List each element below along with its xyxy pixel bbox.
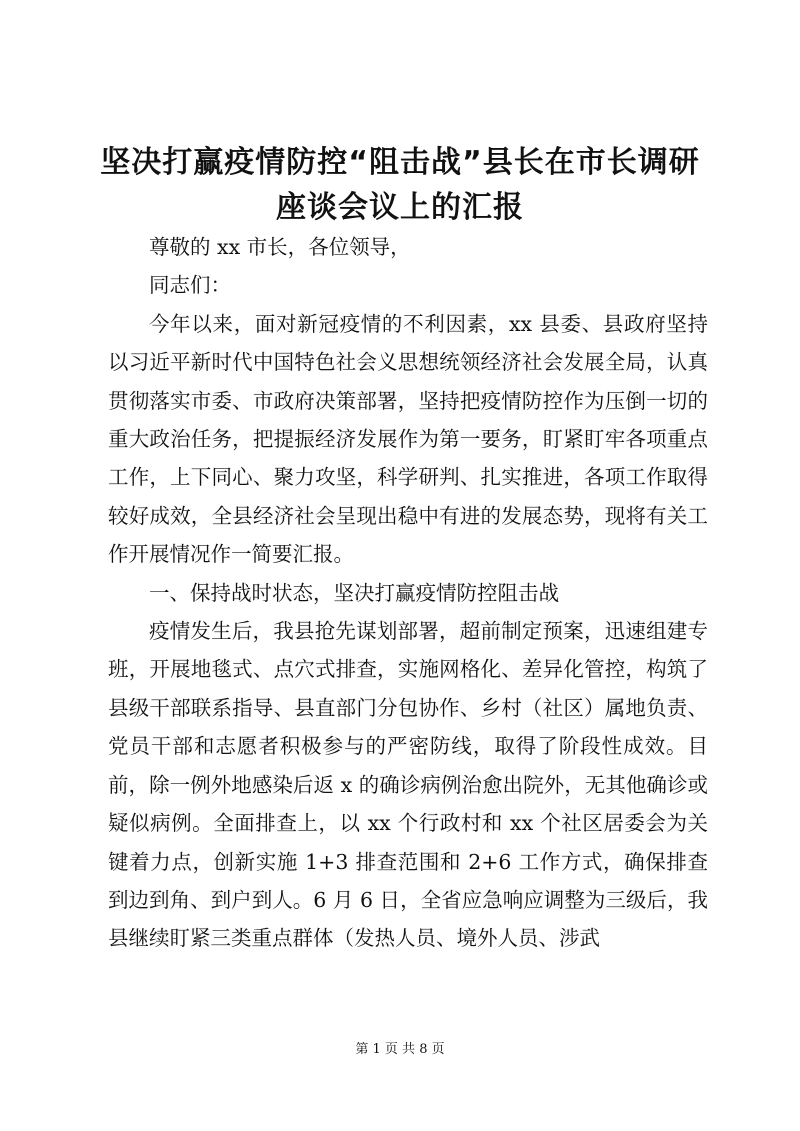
title-line-1: 坚决打赢疫情防控“阻击战”县长在市长调研 (100, 145, 700, 180)
greeting: 同志们： (149, 273, 231, 298)
page-footer: 第 1 页 共 8 页 (355, 1042, 445, 1057)
paragraph-section-1: 疫情发生后，我县抢先谋划部署，超前制定预案，迅速组建专班，开展地毯式、点穴式排查，实施网格化、差异化管控，构筑了县级干部联系指导、县直部门分包协作、乡村（社区）属地负责、党员干部和志愿者积极参与的严密防线，取得了阶段性成效。目前，除一例外地感染后返 x 的确诊病例治愈出院外，无其他确诊或疑似病例。全面排查上，以 xx 个行政村和 xx 个社区居委会为关键着力点，创新实施 1+3 排查范围和 2+6 工作方式，确保排查到边到角、到户到人。6 月 6 日，全省应急响应调整为三级后，我县继续盯紧三类重点群体（发热人员、境外人员、涉武 (108, 619, 708, 951)
document-title (100, 140, 700, 230)
section-heading-1: 一、保持战时状态，坚决打赢疫情防控阻击战 (149, 580, 559, 605)
document-body (108, 228, 708, 958)
paragraph-intro: 今年以来，面对新冠疫情的不利因素，xx 县委、县政府坚持以习近平新时代中国特色社会义思想统领经济社会发展全局，认真贯彻落实市委、市政府决策部署，坚持把疫情防控作为压倒一切的重大政治任务，把提振经济发展作为第一要务，盯紧盯牢各项重点工作，上下同心、聚力攻坚，科学研判、扎实推进，各项工作取得较好成效，全县经济社会呈现出稳中有进的发展态势，现将有关工作开展情况作一简要汇报。 (108, 311, 708, 567)
salutation: 尊敬的 xx 市长，各位领导， (149, 235, 411, 259)
title-line-2: 座谈会议上的汇报 (276, 190, 524, 225)
